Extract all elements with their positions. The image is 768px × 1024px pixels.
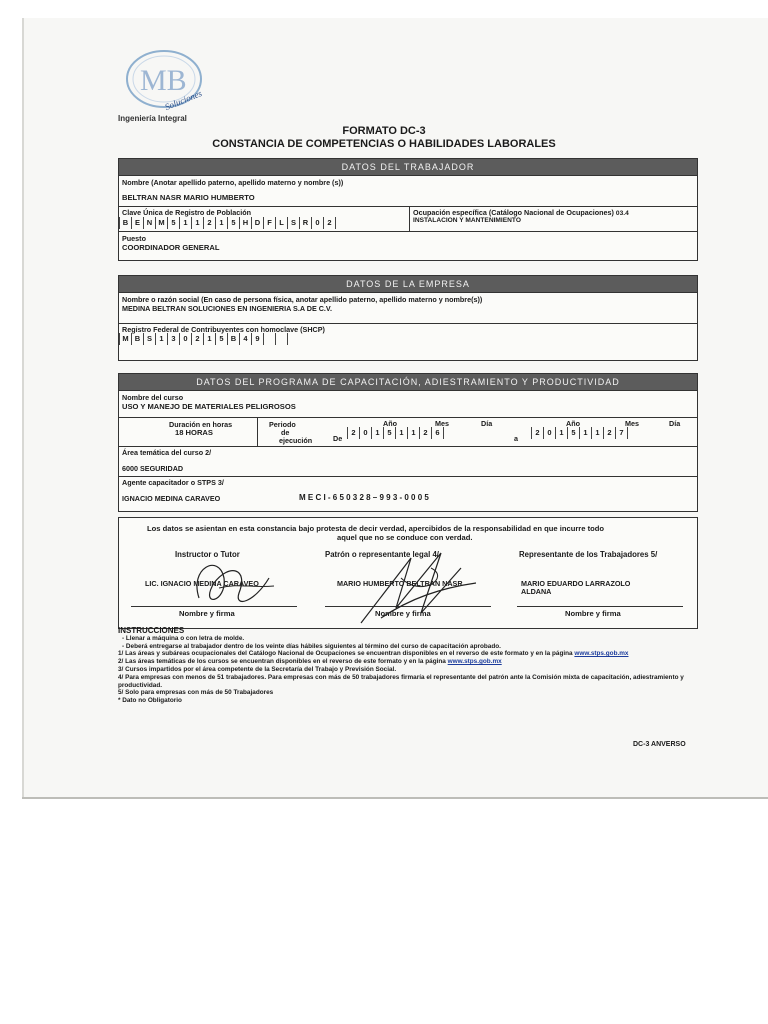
instruction-note: 5/ Solo para empresas con más de 50 Trabajadores xyxy=(118,689,274,697)
char-box: 3 xyxy=(167,333,179,345)
char-box: 0 xyxy=(311,217,323,229)
instruction-note: * Dato no Obligatorio xyxy=(118,697,182,705)
instruction-note: 3/ Cursos impartidos por el área competente de la Secretaría del Trabajo y Previsión Social. xyxy=(118,665,397,673)
rfc-boxes xyxy=(119,333,288,345)
char-box: S xyxy=(287,217,299,229)
duracion-label: Duración en horas xyxy=(169,420,233,429)
row-curp xyxy=(119,206,697,231)
char-box: 9 xyxy=(251,333,263,345)
form-title: FORMATO DC-3 xyxy=(342,125,426,137)
firma-label: Nombre y firma xyxy=(179,609,235,618)
char-box: 2 xyxy=(347,427,359,439)
row-curso xyxy=(119,390,697,417)
char-box: L xyxy=(275,217,287,229)
stps-link[interactable]: www.stps.gob.mx xyxy=(447,658,502,666)
char-box: 5 xyxy=(383,427,395,439)
char-box: 5 xyxy=(227,217,239,229)
puesto-label: Puesto xyxy=(122,234,146,243)
ocupacion-value: INSTALACION Y MANTENIMIENTO xyxy=(413,217,521,224)
nombre-value: BELTRAN NASR MARIO HUMBERTO xyxy=(122,193,255,202)
char-box: 1 xyxy=(203,333,215,345)
trabajadores-title: Representante de los Trabajadores 5/ xyxy=(519,550,658,559)
row-razon-social xyxy=(119,292,697,323)
row-nombre xyxy=(119,175,697,206)
logo-tagline: Ingeniería Integral xyxy=(118,114,187,123)
row-agente xyxy=(119,476,697,511)
agente-value: IGNACIO MEDINA CARAVEO xyxy=(122,494,221,503)
char-box: 1 xyxy=(179,217,191,229)
periodo-label: Periodo xyxy=(269,420,296,429)
instructor-signature xyxy=(179,548,289,618)
section-heading: DATOS DE LA EMPRESA xyxy=(119,276,697,292)
note-text: 2/ Las áreas temáticas de los cursos se encuentran disponibles en el reverso de este formato y en la página xyxy=(118,658,446,666)
anio-label: Año xyxy=(566,419,580,428)
fecha-inicio-boxes xyxy=(347,427,444,439)
agente-registro: M E C I - 6 5 0 3 2 8 – 9 9 3 - 0 0 0 5 xyxy=(299,493,429,502)
section-heading: DATOS DEL PROGRAMA DE CAPACITACIÓN, ADIESTRAMIENTO Y PRODUCTIVIDAD xyxy=(119,374,697,390)
char-box: 4 xyxy=(239,333,251,345)
section-heading: DATOS DEL TRABAJADOR xyxy=(119,159,697,175)
char-box: 7 xyxy=(615,427,627,439)
char-box: 5 xyxy=(215,333,227,345)
instruction-line: - Deberá entregarse al trabajador dentro de los veinte días hábiles siguientes al término del curso de capacitación aprobado. xyxy=(122,642,501,650)
char-box xyxy=(275,333,287,345)
char-box: 1 xyxy=(191,217,203,229)
instructor-name: LIC. IGNACIO MEDINA CARAVEO xyxy=(145,579,259,588)
char-box: M xyxy=(155,217,167,229)
instruction-note xyxy=(118,658,698,666)
curso-label: Nombre del curso xyxy=(122,393,184,402)
dia-label: Día xyxy=(481,419,493,428)
char-box: 5 xyxy=(167,217,179,229)
a-label: a xyxy=(514,434,518,443)
logo-script: Soluciones xyxy=(163,88,204,113)
trabajadores-name: ALDANA xyxy=(521,587,552,596)
protesta-text: Los datos se asientan en esta constancia bajo protesta de decir verdad, apercibidos de la responsabilidad en que incurre todo xyxy=(147,524,605,533)
protesta-text: aquel que no se conduce con verdad. xyxy=(337,533,473,542)
logo-mark: MB xyxy=(140,64,187,97)
firma-label: Nombre y firma xyxy=(375,609,431,618)
char-box: 1 xyxy=(155,333,167,345)
note-text: 1/ Las áreas y subáreas ocupacionales del Catálogo Nacional de Ocupaciones se encuentran disponibles en el reverso de este formato y en la página xyxy=(118,650,573,658)
section-empresa xyxy=(118,275,698,361)
char-box: N xyxy=(143,217,155,229)
razon-value: MEDINA BELTRAN SOLUCIONES EN INGENIERIA S.A DE C.V. xyxy=(122,304,333,313)
char-box: F xyxy=(263,217,275,229)
area-label: Área temática del curso 2/ xyxy=(122,448,212,457)
company-logo xyxy=(118,44,208,124)
instructions-heading: INSTRUCCIONES xyxy=(118,626,185,635)
box-end xyxy=(335,217,336,229)
patron-signature xyxy=(351,538,481,628)
mes-label: Mes xyxy=(435,419,449,428)
char-box: 1 xyxy=(591,427,603,439)
instructor-title: Instructor o Tutor xyxy=(175,550,240,559)
form-subtitle: CONSTANCIA DE COMPETENCIAS O HABILIDADES LABORALES xyxy=(212,138,556,150)
curp-boxes xyxy=(119,217,336,229)
area-value: 6000 SEGURIDAD xyxy=(122,464,184,473)
curp-label: Clave Única de Registro de Población xyxy=(122,208,252,217)
fecha-fin-boxes xyxy=(531,427,628,439)
agente-label: Agente capacitador o STPS 3/ xyxy=(122,478,224,487)
instruction-note xyxy=(118,650,698,658)
periodo-label: ejecución xyxy=(279,436,313,445)
char-box: 1 xyxy=(579,427,591,439)
section-programa xyxy=(118,373,698,512)
ocupacion-code: 03.4 xyxy=(615,210,629,217)
char-box: 1 xyxy=(215,217,227,229)
trabajadores-name: MARIO EDUARDO LARRAZOLO xyxy=(521,579,631,588)
char-box: D xyxy=(251,217,263,229)
char-box: 0 xyxy=(359,427,371,439)
de-label: De xyxy=(333,434,343,443)
duracion-value: 18 HORAS xyxy=(175,428,213,437)
instructions xyxy=(118,627,698,705)
char-box: 0 xyxy=(543,427,555,439)
char-box: R xyxy=(299,217,311,229)
patron-title: Patrón o representante legal 4/ xyxy=(325,550,439,559)
curso-value: USO Y MANEJO DE MATERIALES PELIGROSOS xyxy=(122,402,296,411)
char-box: M xyxy=(119,333,131,345)
row-area xyxy=(119,446,697,476)
char-box: H xyxy=(239,217,251,229)
signatures-block xyxy=(118,517,698,629)
char-box: S xyxy=(143,333,155,345)
box-end xyxy=(287,333,288,345)
char-box: E xyxy=(131,217,143,229)
anio-label: Año xyxy=(383,419,397,428)
char-box: 2 xyxy=(603,427,615,439)
patron-name: MARIO HUMBERTO BELTRAN NASR xyxy=(337,579,463,588)
char-box: B xyxy=(131,333,143,345)
mes-label: Mes xyxy=(625,419,639,428)
dia-label: Día xyxy=(669,419,681,428)
row-duracion xyxy=(119,417,697,446)
char-box: B xyxy=(119,217,131,229)
row-puesto xyxy=(119,231,697,261)
char-box: 5 xyxy=(567,427,579,439)
char-box: 2 xyxy=(419,427,431,439)
char-box: 1 xyxy=(371,427,383,439)
char-box: 0 xyxy=(179,333,191,345)
char-box: 1 xyxy=(395,427,407,439)
page-edge xyxy=(22,797,768,799)
puesto-value: COORDINADOR GENERAL xyxy=(122,243,220,252)
char-box: 1 xyxy=(407,427,419,439)
box-end xyxy=(443,427,444,439)
stps-link[interactable]: www.stps.gob.mx xyxy=(574,650,629,658)
instruction-line: - Llenar a máquina o con letra de molde. xyxy=(122,634,245,642)
char-box: 1 xyxy=(555,427,567,439)
char-box xyxy=(263,333,275,345)
section-trabajador xyxy=(118,158,698,261)
ocupacion-label: Ocupación específica (Catálogo Nacional de Ocupaciones) xyxy=(413,208,614,217)
char-box: 6 xyxy=(431,427,443,439)
firma-label: Nombre y firma xyxy=(565,609,621,618)
char-box: B xyxy=(227,333,239,345)
row-rfc xyxy=(119,323,697,360)
char-box: 2 xyxy=(323,217,335,229)
char-box: 2 xyxy=(191,333,203,345)
form-code: DC-3 ANVERSO xyxy=(633,741,686,748)
periodo-label: de xyxy=(281,428,290,437)
box-end xyxy=(627,427,628,439)
razon-label: Nombre o razón social (En caso de persona física, anotar apellido paterno, apellido materno y nombre(s)) xyxy=(122,295,483,304)
instruction-note: 4/ Para empresas con menos de 51 trabajadores. Para empresas con más de 50 trabajadores firmaría el representante del patrón ante la Comisión mixta de capacitación, adiestramiento y productividad. xyxy=(118,673,684,689)
char-box: 2 xyxy=(203,217,215,229)
nombre-label: Nombre (Anotar apellido paterno, apellido materno y nombre (s)) xyxy=(122,178,344,187)
char-box: 2 xyxy=(531,427,543,439)
rfc-label: Registro Federal de Contribuyentes con homoclave (SHCP) xyxy=(122,325,325,334)
